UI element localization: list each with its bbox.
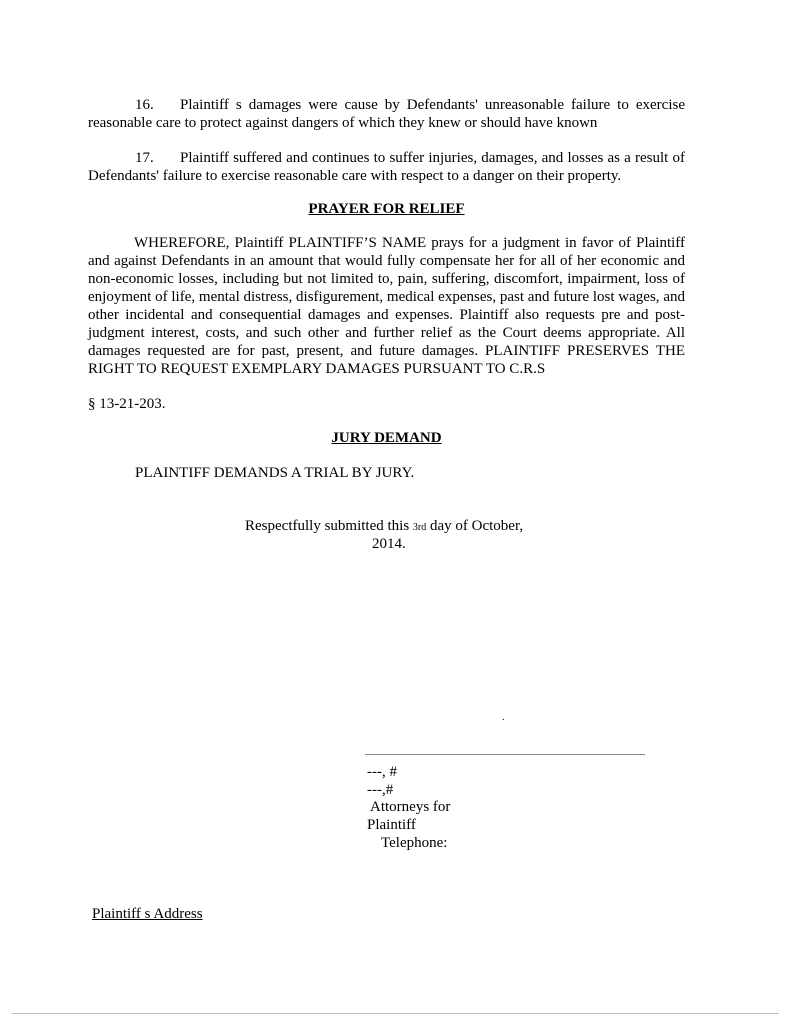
jury-heading: JURY DEMAND — [331, 430, 442, 446]
paragraph-text: Plaintiff s damages were cause by Defendants' unreasonable failure to exercise reasonable care to protect against dangers of which they knew or should have known — [88, 97, 685, 131]
plaintiff-address-label: Plaintiff s Address — [92, 906, 203, 922]
paragraph-number: 17. — [135, 150, 154, 166]
submission-line — [245, 517, 523, 537]
signature-line — [365, 754, 645, 755]
statute-citation: § 13-21-203. — [88, 396, 166, 412]
submission-prefix: Respectfully submitted this — [245, 518, 410, 534]
submission-day: 3rd — [412, 522, 427, 533]
jury-demand-text: PLAINTIFF DEMANDS A TRIAL BY JURY. — [135, 465, 415, 481]
paragraph-17 — [88, 149, 685, 185]
paragraph-16 — [88, 96, 685, 132]
prayer-body — [88, 234, 685, 378]
signature-client: Plaintiff — [367, 817, 416, 833]
signature-role: Attorneys for — [370, 799, 451, 815]
paragraph-number: 16. — [135, 97, 154, 113]
prayer-heading: PRAYER FOR RELIEF — [308, 201, 465, 217]
page-bottom-rule — [12, 1013, 779, 1014]
signature-telephone: Telephone: — [381, 835, 448, 851]
signature-name-1: ---, # — [367, 764, 397, 780]
submission-year: 2014. — [372, 536, 406, 552]
submission-suffix: day of October, — [430, 518, 524, 534]
prayer-text: WHEREFORE, Plaintiff PLAINTIFF’S NAME prays for a judgment in favor of Plaintiff and against Defendants in an amount that would fully compensate her for all of her economic and non-economic losses, including but not limited to, pain, suffering, discomfort, impairment, loss of enjoyment of life, mental distress, disfigurement, medical expenses, past and future lost wages, and other incidental and consequential damages and expenses. Plaintiff also requests pre and post-judgment interest, costs, and such other and further relief as the Court deems appropriate. All damages requested are for past, present, and future damages. PLAINTIFF PRESERVES THE RIGHT TO REQUEST EXEMPLARY DAMAGES PURSUANT TO C.R.S — [88, 235, 685, 377]
paragraph-text: Plaintiff suffered and continues to suffer injuries, damages, and losses as a result of Defendants' failure to exercise reasonable care with respect to a danger on their property. — [88, 150, 685, 184]
dot-mark: . — [502, 712, 505, 723]
signature-name-2: ---,# — [367, 782, 394, 798]
